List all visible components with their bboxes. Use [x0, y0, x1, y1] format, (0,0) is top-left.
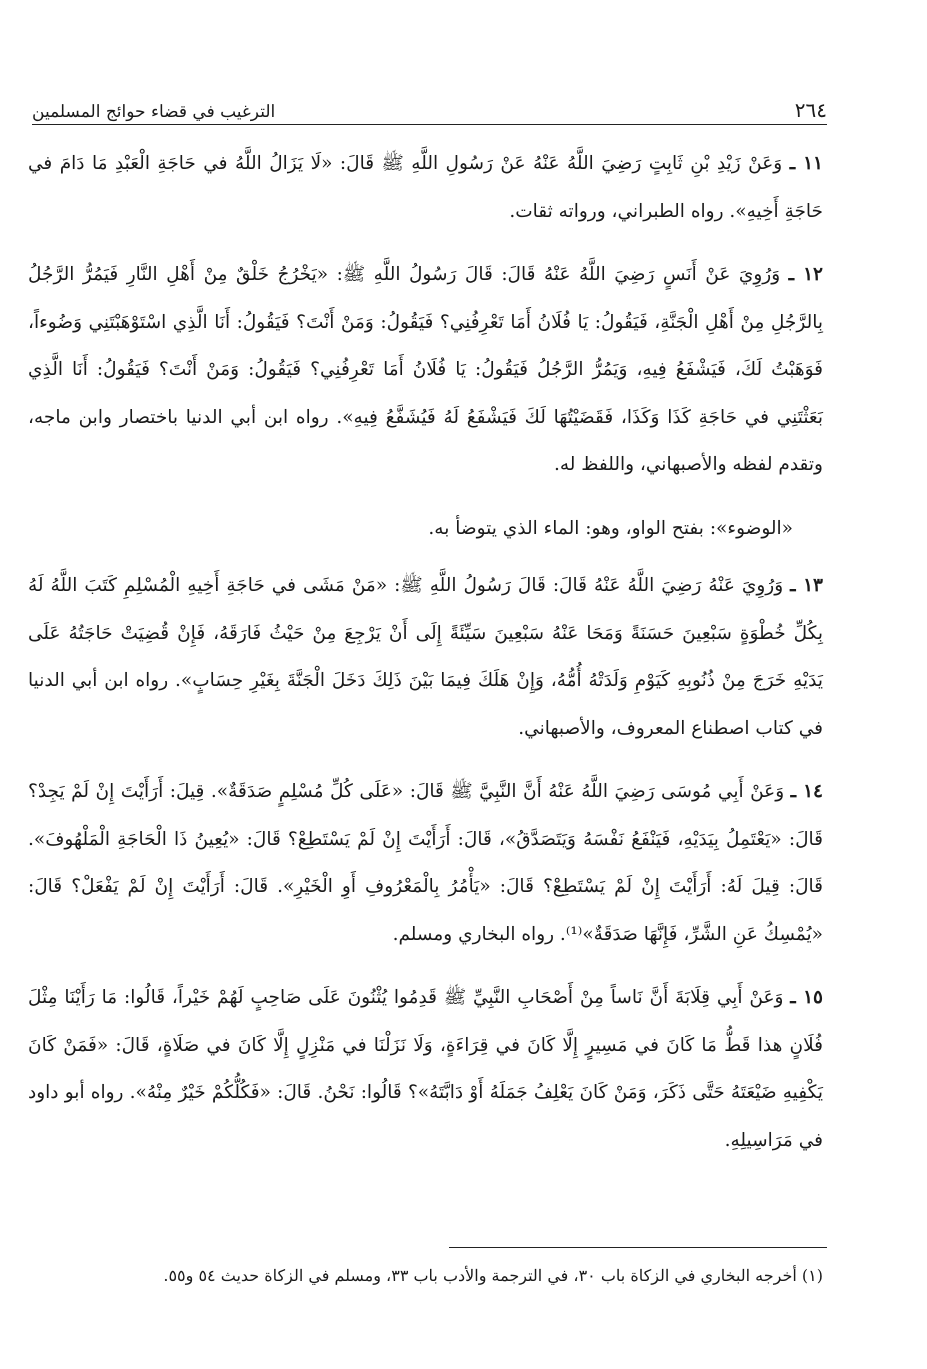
footnotes — [38, 1258, 823, 1294]
footnote-text: أخرجه البخاري في الزكاة باب ٣٠، في الترجمة والأدب باب ٣٣، ومسلم في الزكاة حديث ٥٤ و٥٥. — [163, 1266, 797, 1285]
hadith-number: ١١ ـ — [789, 153, 823, 174]
hadith-text: وَعَنْ أَبِي مُوسَى رَضِيَ اللَّهُ عَنْهُ أَنَّ النَّبِيَّ ﷺ قَالَ: «عَلَى كُلِّ مُسْلِمٍ صَدَقَةٌ». قِيلَ: أَرَأَيْتَ إِنْ لَمْ يَجِدْ؟ قَالَ: «يَعْتَمِلُ بِيَدَيْهِ، فَيَنْفَعُ نَفْسَهُ وَيَتَصَدَّقُ»، قَالَ: أَرَأَيْتَ إِنْ لَمْ يَسْتَطِعْ؟ قَالَ: «يُعِينُ ذَا الْحَاجَةِ الْمَلْهُوفَ». قَالَ: قِيلَ لَهُ: أَرَأَيْتَ إِنْ لَمْ يَسْتَطِعْ؟ قَالَ: «يَأْمُرُ بِالْمَعْرُوفِ أَوِ الْخَيْرِ». قَالَ: أَرَأَيْتَ إِنْ لَمْ يَفْعَلْ؟ قَالَ: «يُمْسِكُ عَنِ الشَّرِّ، فَإِنَّهَا صَدَقَةٌ»⁽¹⁾. رواه البخاري ومسلم. — [28, 781, 823, 945]
footnote-divider — [449, 1247, 827, 1248]
hadith-text: وَعَنْ أَبِي قِلَابَةَ أَنَّ نَاساً مِنْ أَصْحَابِ النَّبِيِّ ﷺ قَدِمُوا يُثْنُونَ عَلَى صَاحِبٍ لَهُمْ خَيْراً، قَالُوا: مَا رَأَيْنَا مِثْلَ فُلَانٍ هذا قَطُّ مَا كَانَ في مَسِيرٍ إِلَّا كَانَ في قِرَاءَةٍ، وَلَا نَزَلْنَا في مَنْزِلٍ إِلَّا كَانَ في صَلَاةٍ، قَالَ: «فَمَنْ كَانَ يَكْفِيهِ ضَيْعَتَهُ حَتَّى ذَكَرَ، وَمَنْ كَانَ يَعْلِفُ جَمَلَهُ أَوْ دَابَّتَهُ»؟ قَالُوا: نَحْنُ. قَالَ: «فَكُلُّكُمْ خَيْرٌ مِنْهُ». رواه أبو داود في مَرَاسِيلِهِ. — [28, 987, 823, 1151]
footnote-marker: (١) — [801, 1266, 823, 1285]
gloss-text: «الوضوء»: بفتح الواو، وهو: الماء الذي يتوضأ به. — [428, 517, 793, 539]
hadith-number: ١٥ ـ — [790, 987, 823, 1008]
hadith-paragraph-14 — [28, 768, 823, 958]
hadith-text: وَرُوِيَ عَنْهُ رَضِيَ اللَّهُ عَنْهُ قَالَ: قَالَ رَسُولُ اللَّهِ ﷺ: «مَنْ مَشَى في حَاجَةِ أَخِيهِ الْمُسْلِمِ كَتَبَ اللَّهُ لَهُ بِكُلِّ خُطْوَةٍ سَبْعِينَ حَسَنَةً وَمَحَا عَنْهُ سَبْعِينَ سَيِّئَةً إِلَى أَنْ يَرْجِعَ مِنْ حَيْثُ فَارَقَهُ، فَإِنْ قُضِيَتْ حَاجَتُهُ عَلَى يَدَيْهِ خَرَجَ مِنْ ذُنُوبِهِ كَيَوْمِ وَلَدَتْهُ أُمُّهُ، وَإِنْ هَلَكَ فِيمَا بَيْنَ ذَلِكَ دَخَلَ الْجَنَّةَ بِغَيْرِ حِسَابٍ». رواه ابن أبي الدنيا في كتاب اصطناع المعروف، والأصبهاني. — [28, 575, 823, 739]
hadith-paragraph-11 — [28, 140, 823, 235]
hadith-paragraph-12 — [28, 251, 823, 489]
running-header — [32, 88, 827, 125]
main-text — [28, 140, 823, 1180]
hadith-text: وَعَنْ زَيْدِ بْنِ ثَابِتٍ رَضِيَ اللَّهُ عَنْهُ عَنْ رَسُولِ اللَّهِ ﷺ قَالَ: «لَا يَزَالُ اللَّهُ في حَاجَةِ الْعَبْدِ مَا دَامَ في حَاجَةِ أَخِيهِ». رواه الطبراني، ورواته ثقات. — [28, 153, 823, 222]
running-title: الترغيب في قضاء حوائج المسلمين — [32, 102, 276, 122]
footnote-1 — [38, 1258, 823, 1294]
hadith-text: وَرُوِيَ عَنْ أَنَسٍ رَضِيَ اللَّهُ عَنْهُ قَالَ: قَالَ رَسُولُ اللَّهِ ﷺ: «يَخْرُجُ خَلْقٌ مِنْ أَهْلِ النَّارِ فَيَمُرُّ الرَّجُلُ بِالرَّجُلِ مِنْ أَهْلِ الْجَنَّةِ، فَيَقُولُ: يَا فُلَانُ أَمَا تَعْرِفُنِي؟ فَيَقُولُ: وَمَنْ أَنْتَ؟ فَيَقُولُ: أَنَا الَّذِي اسْتَوْهَبْتَنِي وَضُوءاً، فَوَهَبْتُ لَكَ، فَيَشْفَعُ فِيهِ، وَيَمُرُّ الرَّجُلُ فَيَقُولُ: يَا فُلَانُ أَمَا تَعْرِفُنِي؟ فَيَقُولُ: وَمَنْ أَنْتَ؟ فَيَقُولُ: أَنَا الَّذِي بَعَثْتَنِي في حَاجَةِ كَذَا وَكَذَا، فَقَضَيْتُهَا لَكَ فَيَشْفَعُ لَهُ فَيُشَفَّعُ فِيهِ». رواه ابن أبي الدنيا باختصار وابن ماجه، وتقدم لفظه والأصبهاني، واللفظ له. — [28, 264, 823, 475]
gloss-note — [28, 505, 823, 553]
hadith-number: ١٣ ـ — [790, 575, 823, 596]
page-number: ٢٦٤ — [794, 98, 827, 122]
hadith-number: ١٢ ـ — [788, 264, 823, 285]
hadith-paragraph-13 — [28, 562, 823, 752]
hadith-paragraph-15 — [28, 974, 823, 1164]
hadith-number: ١٤ ـ — [790, 781, 823, 802]
